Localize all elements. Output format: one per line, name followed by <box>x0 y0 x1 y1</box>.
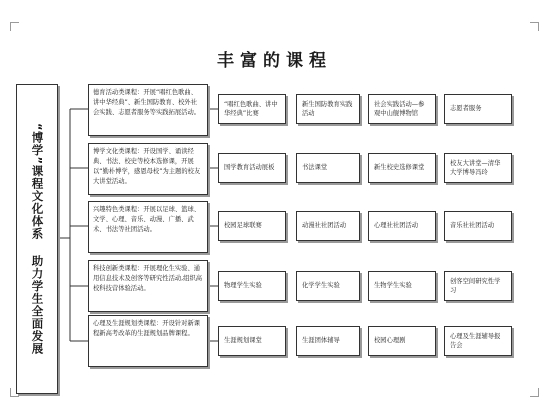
activity-node: “唱红色歌曲、讲中华经典”比赛 <box>218 94 286 124</box>
activity-node: 志愿者服务 <box>444 94 512 124</box>
activity-node: 心理社社团活动 <box>368 211 436 241</box>
activity-node: 新生校史选修课堂 <box>368 153 436 183</box>
activity-node: 社会实践活动—参观中山舰博物馆 <box>368 94 436 124</box>
root-box <box>16 84 58 394</box>
activity-node: 书法课堂 <box>296 153 360 183</box>
activity-node: 生物学生实验 <box>368 271 436 301</box>
activity-node: 创客空间研究性学习 <box>444 271 512 301</box>
activity-node: 生涯团体辅导 <box>296 326 360 356</box>
activity-node: 新生国防教育实践活动 <box>296 94 360 124</box>
category-moral-education: 德育活动类课程：开展“唱红色歌曲、讲中华经典”、新生国防教育、校外社会实践、志愿者服务等实践拓展活动。 <box>88 84 208 136</box>
activity-node: 动漫社社团活动 <box>296 211 360 241</box>
activity-node: 生涯规划课堂 <box>218 326 286 356</box>
activity-node: 校友大讲堂—清华大学博导冯玲 <box>444 153 512 183</box>
category-technology: 科技创新类课程：开展理化生实验、通用信息技术及创客等研究性活动,组织高校科技营体验活动。 <box>88 260 208 312</box>
category-culture: 博学文化类课程：开设国学、诵读经典、书法、校史等校本选修课，开展以“勤朴博学，感恩母校”为主题的校友大讲堂活动。 <box>88 143 208 195</box>
category-psychology: 心理及生涯规划类课程：开设针对新课程新高考改革的生涯规划品牌课程。 <box>88 315 208 367</box>
activity-node: 校园心理剧 <box>368 326 436 356</box>
root-label-1: “博学”课程文化体系 <box>30 123 45 241</box>
activity-node: 校园足球联赛 <box>218 211 286 241</box>
activity-node: 音乐社社团活动 <box>444 211 512 241</box>
activity-node: 物理学生实验 <box>218 271 286 301</box>
activity-node: 化学学生实验 <box>296 271 360 301</box>
page-title: 丰富的课程 <box>217 51 332 71</box>
activity-node: 国学教育活动展板 <box>218 153 286 183</box>
activity-node: 心理及生涯辅导报告会 <box>444 326 512 356</box>
root-label-2: 助力学生全面发展 <box>30 254 45 355</box>
category-interest: 兴趣特色类课程：开展以足球、篮球、文学、心理、音乐、动漫、广播、武术、书法等社团活动。 <box>88 201 208 253</box>
